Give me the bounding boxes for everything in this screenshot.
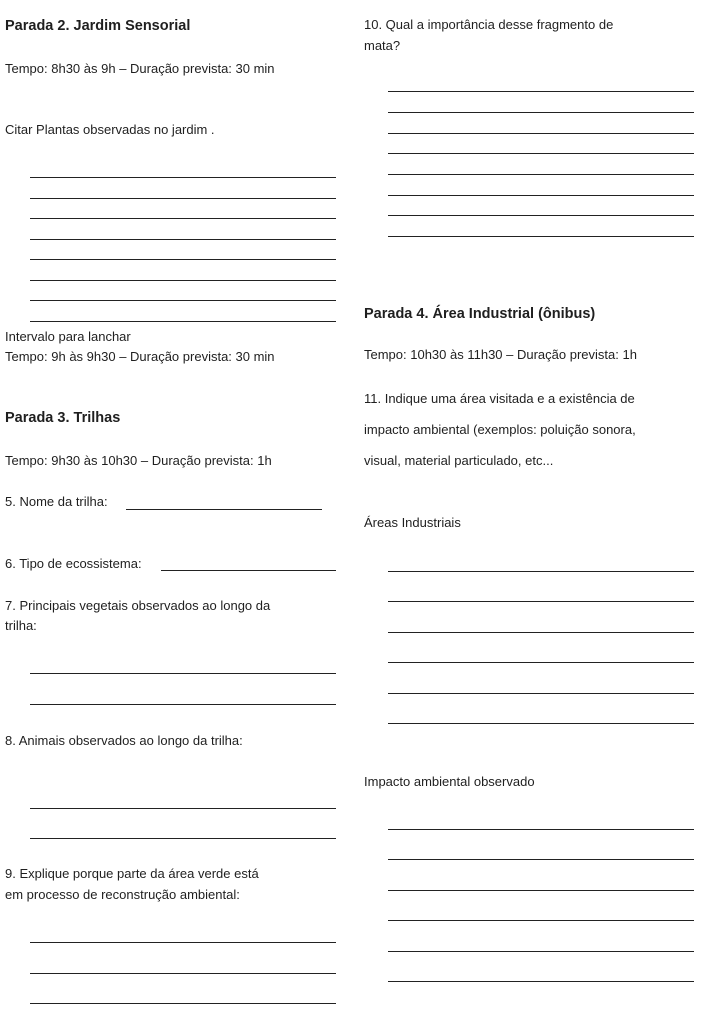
answer-line[interactable]: [30, 673, 336, 674]
answer-line[interactable]: [388, 662, 694, 663]
q6-answer-line[interactable]: [161, 570, 336, 571]
answer-line[interactable]: [30, 239, 336, 240]
answer-line[interactable]: [388, 890, 694, 891]
q6-label: 6. Tipo de ecossistema:: [5, 556, 142, 571]
answer-line[interactable]: [388, 723, 694, 724]
q11-label-cont: impacto ambiental (exemplos: poluição sonora,: [364, 422, 636, 437]
answer-line[interactable]: [388, 981, 694, 982]
answer-line[interactable]: [30, 280, 336, 281]
q11-label-cont2: visual, material particulado, etc...: [364, 453, 554, 468]
answer-line[interactable]: [388, 215, 694, 216]
answer-line[interactable]: [30, 198, 336, 199]
areas-label: Áreas Industriais: [364, 515, 461, 530]
stop3-heading: Parada 3. Trilhas: [5, 410, 121, 426]
answer-line[interactable]: [388, 951, 694, 952]
answer-line[interactable]: [30, 838, 336, 839]
q9-label-cont: em processo de reconstrução ambiental:: [5, 887, 240, 902]
answer-line[interactable]: [388, 571, 694, 572]
answer-line[interactable]: [388, 632, 694, 633]
answer-line[interactable]: [30, 942, 336, 943]
answer-line[interactable]: [388, 920, 694, 921]
answer-line[interactable]: [388, 195, 694, 196]
answer-line[interactable]: [30, 177, 336, 178]
q9-label: 9. Explique porque parte da área verde está: [5, 866, 259, 881]
stop2-time: Tempo: 8h30 às 9h – Duração prevista: 30 min: [5, 61, 275, 76]
answer-line[interactable]: [388, 153, 694, 154]
answer-line[interactable]: [30, 808, 336, 809]
answer-line[interactable]: [30, 218, 336, 219]
answer-line[interactable]: [388, 112, 694, 113]
q11-label: 11. Indique uma área visitada e a existência de: [364, 391, 635, 406]
answer-line[interactable]: [388, 859, 694, 860]
break-time: Tempo: 9h às 9h30 – Duração prevista: 30 min: [5, 349, 275, 364]
answer-line[interactable]: [388, 693, 694, 694]
impact-label: Impacto ambiental observado: [364, 774, 535, 789]
answer-line[interactable]: [30, 259, 336, 260]
q5-answer-line[interactable]: [126, 509, 322, 510]
answer-line[interactable]: [30, 973, 336, 974]
answer-line[interactable]: [388, 601, 694, 602]
q7-label: 7. Principais vegetais observados ao longo da: [5, 598, 271, 613]
answer-line[interactable]: [388, 133, 694, 134]
stop2-heading: Parada 2. Jardim Sensorial: [5, 18, 191, 34]
stop3-time: Tempo: 9h30 às 10h30 – Duração prevista: 1h: [5, 453, 272, 468]
q5-label: 5. Nome da trilha:: [5, 494, 108, 509]
stop2-prompt: Citar Plantas observadas no jardim .: [5, 122, 215, 137]
q8-label: 8. Animais observados ao longo da trilha:: [5, 733, 243, 748]
answer-line[interactable]: [388, 236, 694, 237]
answer-line[interactable]: [388, 91, 694, 92]
answer-line[interactable]: [388, 174, 694, 175]
q10-label: 10. Qual a importância desse fragmento de: [364, 17, 614, 32]
answer-line[interactable]: [30, 300, 336, 301]
answer-line[interactable]: [30, 321, 336, 322]
stop4-time: Tempo: 10h30 às 11h30 – Duração prevista: 1h: [364, 347, 637, 362]
answer-line[interactable]: [30, 1003, 336, 1004]
answer-line[interactable]: [30, 704, 336, 705]
break-title: Intervalo para lanchar: [5, 329, 131, 344]
q10-label-cont: mata?: [364, 38, 401, 53]
stop4-heading: Parada 4. Área Industrial (ônibus): [364, 306, 596, 322]
answer-line[interactable]: [388, 829, 694, 830]
q7-label-cont: trilha:: [5, 618, 37, 633]
